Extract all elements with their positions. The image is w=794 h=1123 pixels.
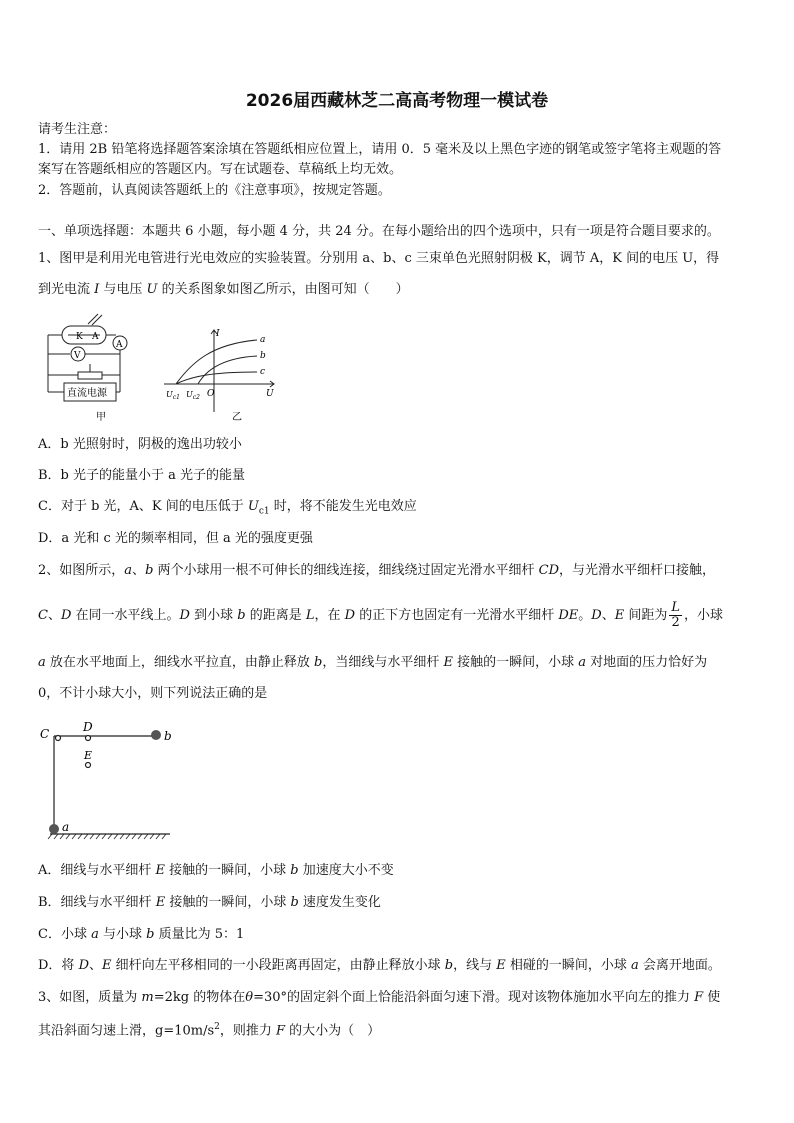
curve-b (198, 356, 257, 384)
label-D: D (83, 720, 93, 734)
q1-var-U: U (146, 282, 158, 297)
notice-heading: 请考生注意： (38, 122, 117, 137)
rheostat (78, 372, 102, 379)
q2-line-1: 2、如图所示，a、b 两个小球用一根不可伸长的细线连接，细线绕过固定光滑水平细杆 CD，与光滑水平细杆口接触， (38, 563, 716, 578)
figure-jia-circuit (40, 312, 140, 424)
label-U: U (266, 389, 274, 399)
caption-yi: 乙 (232, 412, 242, 423)
label-E: E (84, 749, 93, 762)
label-C: C (40, 727, 50, 741)
curve-c (176, 372, 257, 384)
ground-hatching (48, 834, 166, 839)
label-c: c (260, 367, 266, 377)
ball-b (151, 730, 161, 740)
rod-C (56, 736, 61, 741)
label-b: b (164, 729, 172, 743)
label-b: b (260, 351, 266, 361)
q1-optC-text: 时，将不能发生光电效应 (269, 499, 417, 514)
q1-option-a[interactable]: A．b 光照射时，阴极的逸出功较小 (38, 437, 242, 452)
q1-text: 到光电流 (38, 282, 95, 297)
label-uc2: $U_{c2}$ (186, 390, 200, 401)
q1-optC-var: U (247, 499, 259, 514)
q2-option-c[interactable]: C．小球 a 与小球 b 质量比为 5：1 (38, 927, 245, 942)
q1-option-c[interactable] (38, 499, 417, 520)
rod-E (86, 763, 91, 768)
q2-option-d[interactable]: D．将 D、E 细杆向左平移相同的一小段距离再固定，由静止释放小球 b，线与 E 相碰的一瞬间，小球 a 会离开地面。 (38, 958, 721, 973)
q2-line-2: C、D 在同一水平线上。D 到小球 b 的距离是 L，在 D 的正下方也固定有一光滑水平细杆 DE。D、E 间距为 $\frac{L}{2}$ ，小球 (38, 600, 724, 630)
q3-line-1: 3、如图，质量为 m=2kg 的物体在θ=30°的固定斜个面上恰能沿斜面匀速下滑。现对该物体施加水平向左的推力 F 使 (38, 990, 721, 1005)
q1-line-2 (38, 282, 409, 298)
voltmeter-symbol: V (74, 351, 81, 361)
q1-option-d[interactable]: D．a 光和 c 光的频率相同，但 a 光的强度更强 (38, 531, 313, 546)
label-A: A (92, 332, 99, 342)
q2-line-3: a 放在水平地面上，细线水平拉直，由静止释放 b，当细线与水平细杆 E 接触的一瞬间，小球 a 对地面的压力恰好为 (38, 655, 708, 670)
q3-line-2: 其沿斜面匀速上滑，$g=10m/s^2$，则推力 F 的大小为（ ） (38, 1022, 381, 1039)
q1-text: 与电压 (99, 282, 147, 297)
q1-optC-text: C．对于 b 光，A、K 间的电压低于 (38, 499, 248, 514)
power-label: 直流电源 (67, 388, 107, 399)
label-K: K (76, 332, 83, 342)
figure-yi-iu-graph (162, 322, 282, 424)
q2-option-b[interactable]: B．细线与水平细杆 E 接触的一瞬间，小球 b 速度发生变化 (38, 895, 381, 910)
q1-optC-sub: c1 (258, 506, 270, 517)
q1-var-I: I (94, 282, 100, 297)
q1-line-1: 1、图甲是利用光电管进行光电效应的实验装置。分别用 a、b、c 三束单色光照射阴极 K，调节 A，K 间的电压 U，得 (38, 251, 720, 266)
label-uc1: $U_{c1}$ (166, 390, 180, 401)
q1-text: 的关系图象如图乙所示，由图可知（ ） (157, 282, 409, 297)
label-a: a (260, 335, 266, 345)
notice-item-1a: 1．请用 2B 铅笔将选择题答案涂填在答题纸相应位置上，请用 0．5 毫米及以上黑色字迹的钢笔或签字笔将主观题的答 (38, 142, 722, 157)
q1-option-b[interactable]: B．b 光子的能量小于 a 光子的能量 (38, 468, 246, 483)
ammeter-symbol: A (116, 340, 123, 350)
section-heading: 一、单项选择题：本题共 6 小题，每小题 4 分，共 24 分。在每小题给出的四个选项中，只有一项是符合题目要求的。 (38, 224, 720, 239)
rod-D (86, 736, 91, 741)
notice-item-2: 2．答题前，认真阅读答题纸上的《注意事项》，按规定答题。 (38, 183, 391, 198)
notice-item-1b: 案写在答题纸相应的答题区内。写在试题卷、草稿纸上均无效。 (38, 162, 403, 177)
label-O: O (207, 389, 215, 399)
label-I: I (216, 329, 220, 339)
q2-line-4: 0，不计小球大小，则下列说法正确的是 (38, 686, 268, 701)
figure-q2-pulley (36, 718, 176, 844)
q2-option-a[interactable]: A．细线与水平细杆 E 接触的一瞬间，小球 b 加速度大小不变 (38, 863, 394, 878)
fraction-L-over-2: $\frac{L}{2}$ (671, 600, 680, 630)
label-a: a (62, 820, 70, 834)
page-title: 2026届西藏林芝二高高考物理一模试卷 (245, 91, 549, 111)
curve-a (176, 340, 257, 384)
ball-a (49, 824, 59, 834)
caption-jia: 甲 (96, 412, 106, 423)
